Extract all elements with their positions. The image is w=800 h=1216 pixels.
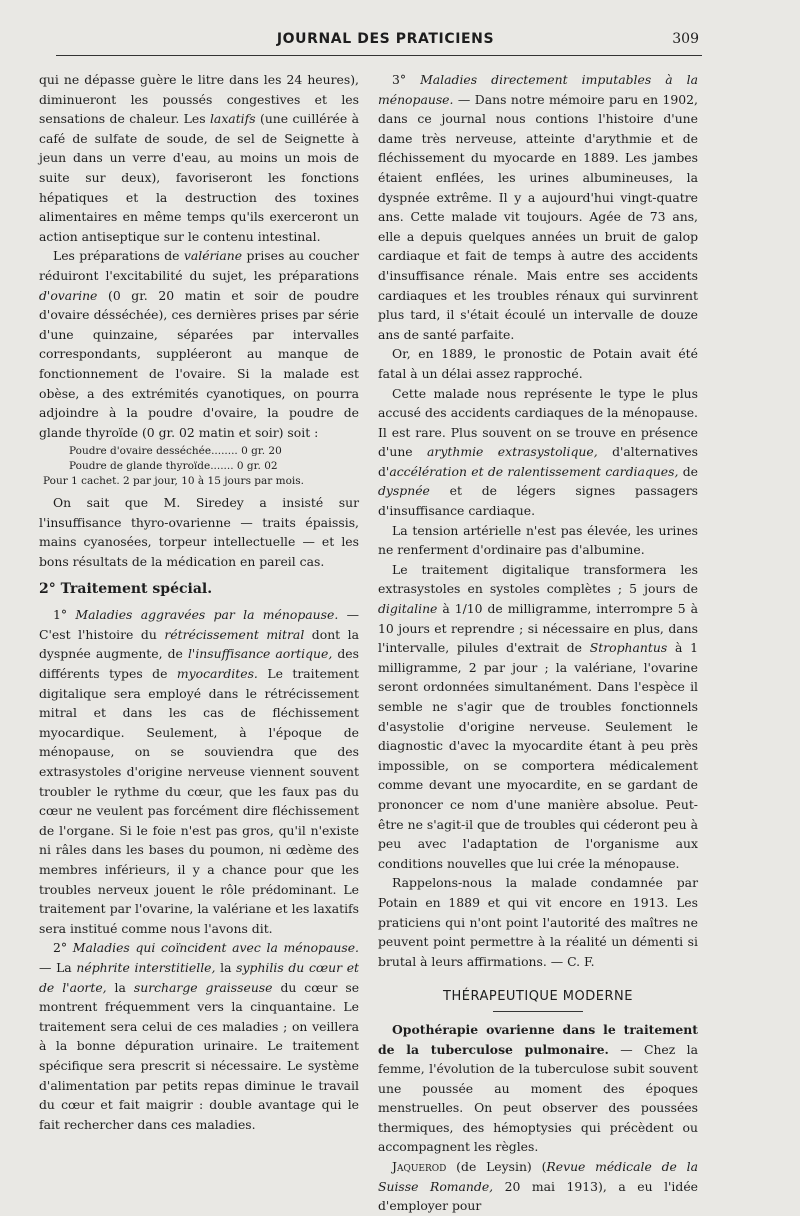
paragraph: Les préparations de valériane prises au coucher réduiront l'excitabilité du sujet, les préparations d'ovarine (0 gr. 20 matin et soir de poudre d'ovaire désséchée), ces dernières prises par série d'une quinzaine, séparées par intervalles correspondants, suppléeront au manque de fonctionnement de l'ovaire. Si la malade est obèse, a des extrémités cyanotiques, on pourra adjoindre à la poudre d'ovaire, la poudre de glande thyroïde (0 gr. 02 matin et soir) soit : bbox=[39, 248, 360, 440]
page-number: 309 bbox=[672, 31, 699, 47]
paragraph: 1° Maladies aggravées par la ménopause. — C'est l'histoire du rétrécissement mitral dont la dyspnée augmente, de l'insuffisance aortique, des différents types de myocardites. Le traitement digitalique sera employé dans le rétrécissement mitral et dans les cas de fléchissement myocardique. Seulement, à l'époque de ménopause, on se souviendra que des extrasystoles d'origine nerveuse viennent souvent troubler le rythme du cœur, que les faux pas du cœur ne veulent pas forcément dire fléchissement de l'organe. Si le foie n'est pas gros, qu'il n'existe ni râles dans les bases du poumon, ni œdème des membres inférieurs, il y a chance pour que les troubles nerveux jouent le rôle prédominant. Le traitement par l'ovarine, la valériane et les laxatifs sera institué comme nous l'avons dit. bbox=[39, 607, 360, 936]
paragraph: 3° Maladies directement imputables à la ménopause. — Dans notre mémoire paru en 1902, dans ce journal nous contions l'histoire d'une dame très nerveuse, atteinte d'arythmie et de fléchissement du myocarde en 1889. Les jambes étaient enflées, les urines albumineuses, la dyspnée extrême. Il y a aujourd'hui vingt-quatre ans. Cette malade vit toujours. Agée de 73 ans, elle a depuis quelques années un bruit de galop cardiaque et fait de temps à autre des accidents d'insuffisance rénale. Mais entre ses accidents cardiaques et les troubles rénaux qui survinrent plus tard, il s'était écoulé un intervalle de douze ans de santé parfaite. bbox=[378, 72, 698, 342]
section-title: THÉRAPEUTIQUE MODERNE bbox=[443, 989, 633, 1005]
paragraph: La tension artérielle n'est pas élevée, les urines ne renferment d'ordinaire pas d'albumine. bbox=[378, 522, 698, 558]
paragraph: Opothérapie ovarienne dans le traitement de la tuberculose pulmonaire. — Chez la femme, l'évolution de la tuberculose subit souvent une poussée au moment des époques menstruelles. On peut observer des poussées thermiques, des hémoptysies qui précèdent ou accompagnent les règles. bbox=[378, 1021, 698, 1155]
header-rule bbox=[56, 55, 702, 56]
running-title: JOURNAL DES PRATICIENS bbox=[276, 31, 495, 47]
paragraph: Or, en 1889, le pronostic de Potain avait été fatal à un délai assez rapproché. bbox=[378, 346, 698, 381]
paragraph: Rappelons-nous la malade condamnée par Potain en 1889 et qui vit encore en 1913. Les praticiens qui n'ont point l'autorité des maîtres ne peuvent point permettre à la réalité un démenti si brutal à leurs affirmations. — C. F. bbox=[378, 875, 698, 969]
paragraph: qui ne dépasse guère le litre dans les 24 heures), diminueront les poussés congestives et les sensations de chaleur. Les laxatifs (une cuillérée à café de sulfate de soude, de sel de Seignette à jeun dans un verre d'eau, au moins un mois de suite sur deux), favoriseront les fonctions hépatiques et la destruction des toxines alimentaires en même temps qu'ils exerceront un action antiseptique sur le contenu intestinal. bbox=[39, 72, 359, 244]
prescription-line: Poudre de glande thyroïde....... 0 gr. 02 bbox=[69, 460, 278, 473]
paragraph: 2° Maladies qui coïncident avec la ménopause. — La néphrite interstitielle, la syphilis du cœur et de l'aorte, la surcharge graisseuse du cœur se montrent fréquemment vers la cinquantaine. Le traitement sera celui de ces maladies ; on veillera à la bonne dépuration urinaire. Le traitement spécifique sera prescrit si nécessaire. Le système d'alimentation par petits repas diminue le travail du cœur et fait maigrir : double avantage qui le fait rechercher dans ces maladies. bbox=[39, 940, 360, 1132]
prescription-note: Pour 1 cachet. 2 par jour, 10 à 15 jours par mois. bbox=[43, 475, 305, 488]
paragraph: On sait que M. Siredey a insisté sur l'insuffisance thyro-ovarienne — traits épaissis, mains cyanosées, torpeur intellectuelle — et les bons résultats de la médication en pareil cas. bbox=[39, 495, 359, 570]
section-heading: 2° Traitement spécial. bbox=[39, 580, 213, 597]
paragraph: Jaquerod (de Leysin) (Revue médicale de la Suisse Romande, 20 mai 1913), a eu l'idée d'employer pour bbox=[378, 1159, 698, 1214]
left-column bbox=[39, 70, 359, 1134]
section-rule bbox=[493, 1011, 583, 1012]
paragraph: Cette malade nous représente le type le plus accusé des accidents cardiaques de la ménopause. Il est rare. Plus souvent on se trouve en présence d'une arythmie extrasystolique, d'alternatives d'accélération et de ralentissement cardiaques, de dyspnée et de légers signes passagers d'insuffisance cardiaque. bbox=[378, 385, 698, 519]
paragraph: Le traitement digitalique transformera les extrasystoles en systoles complètes ; 5 jours de digitaline à 1/10 de milligramme, interrompre 5 à 10 jours et reprendre ; si nécessaire en plus, dans l'intervalle, pilules d'extrait de Strophantus à 1 milligramme, 2 par jour ; la valériane, l'ovarine seront ordonnées simultanément. Dans l'espèce il semble ne s'agir que de troubles fonctionnels d'asystolie d'origine nerveuse. Seulement le diagnostic d'avec la myocardite étant à peu près impossible, on se comportera médicalement comme devant une myocardite, en se gardant de prononcer ce nom d'une manière absolue. Peut-être ne s'agit-il que de troubles qui céderont peu à peu avec l'adaptation de l'organisme aux conditions nouvelles que lui crée la ménopause. bbox=[378, 561, 698, 871]
prescription-line: Poudre d'ovaire desséchée........ 0 gr. 20 bbox=[69, 445, 282, 458]
right-column bbox=[378, 70, 698, 1216]
page-header bbox=[68, 31, 703, 55]
prescription bbox=[39, 444, 359, 489]
